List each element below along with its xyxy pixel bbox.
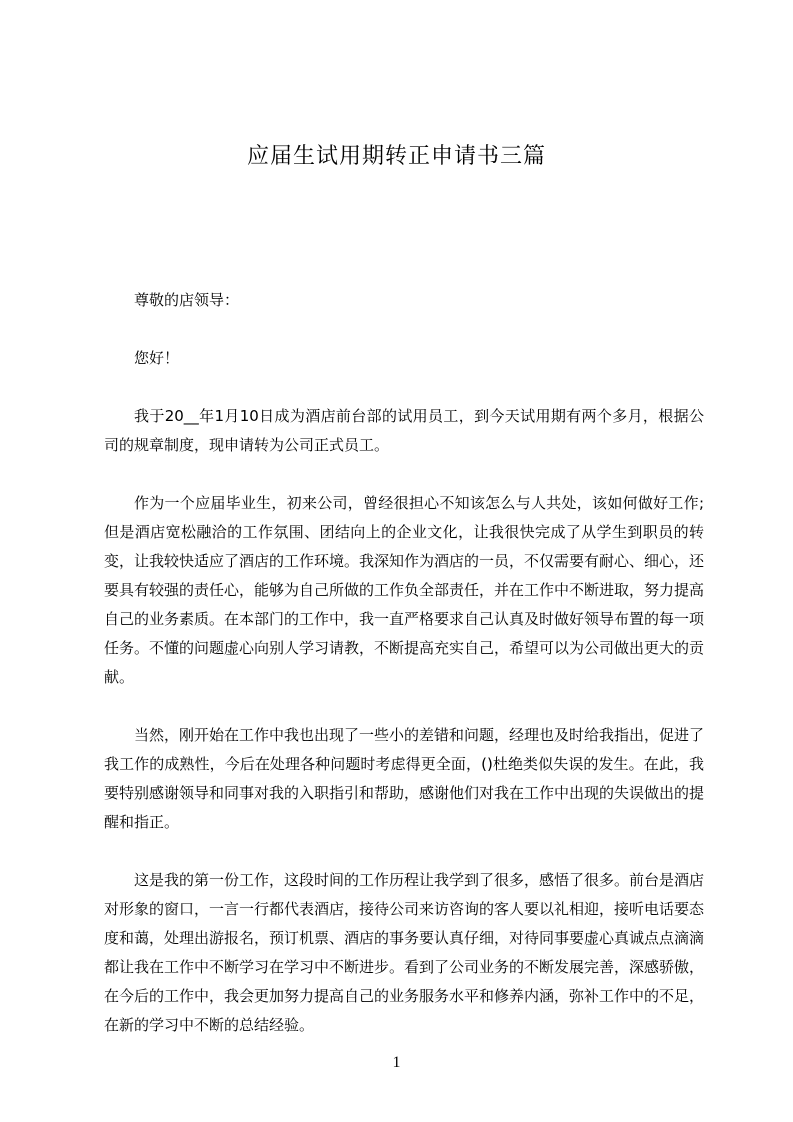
salutation: 尊敬的店领导： xyxy=(134,291,240,309)
page-number: 1 xyxy=(392,1054,401,1071)
greeting: 您好！ xyxy=(134,349,180,367)
document-body xyxy=(104,286,704,1040)
body-paragraph-mistakes: 当然，刚开始在工作中我也出现了一些小的差错和问题，经理也及时给我指出，促进了我工作的成熟性，今后在处理各种问题时考虑得更全面，()杜绝类似失误的发生。在此，我要特别感谢领导和同事对我的入职指引和帮助，感谢他们对我在工作中出现的失误做出的提醒和指正。 xyxy=(104,726,705,831)
body-paragraph-adaptation: 作为一个应届毕业生，初来公司，曾经很担心不知该怎么与人共处，该如何做好工作;但是酒店宽松融洽的工作氛围、团结向上的企业文化，让我很快完成了从学生到职员的转变，让我较快适应了酒店的工作环境。我深知作为酒店的一员，不仅需要有耐心、细心，还要具有较强的责任心，能够为自己所做的工作负全部责任，并在工作中不断进取，努力提高自己的业务素质。在本部门的工作中，我一直严格要求自己认真及时做好领导布置的每一项任务。不懂的问题虚心向别人学习请教，不断提高充实自己，希望可以为公司做出更大的贡献。 xyxy=(104,494,705,686)
body-paragraph-intro: 我于20__年1月10日成为酒店前台部的试用员工，到今天试用期有两个多月，根据公司的规章制度，现申请转为公司正式员工。 xyxy=(104,407,704,454)
document-title: 应届生试用期转正申请书三篇 xyxy=(246,144,546,169)
body-paragraph-reflection: 这是我的第一份工作，这段时间的工作历程让我学到了很多，感悟了很多。前台是酒店对形象的窗口，一言一行都代表酒店，接待公司来访咨询的客人要以礼相迎，接听电话要态度和蔼，处理出游报名，预订机票、酒店的事务要认真仔细，对待同事要虚心真诚点点滴滴都让我在工作中不断学习在学习中不断进步。看到了公司业务的不断发展完善，深感骄傲，在今后的工作中，我会更加努力提高自己的业务服务水平和修养内涵，弥补工作中的不足，在新的学习中不断的总结经验。 xyxy=(104,871,705,1034)
